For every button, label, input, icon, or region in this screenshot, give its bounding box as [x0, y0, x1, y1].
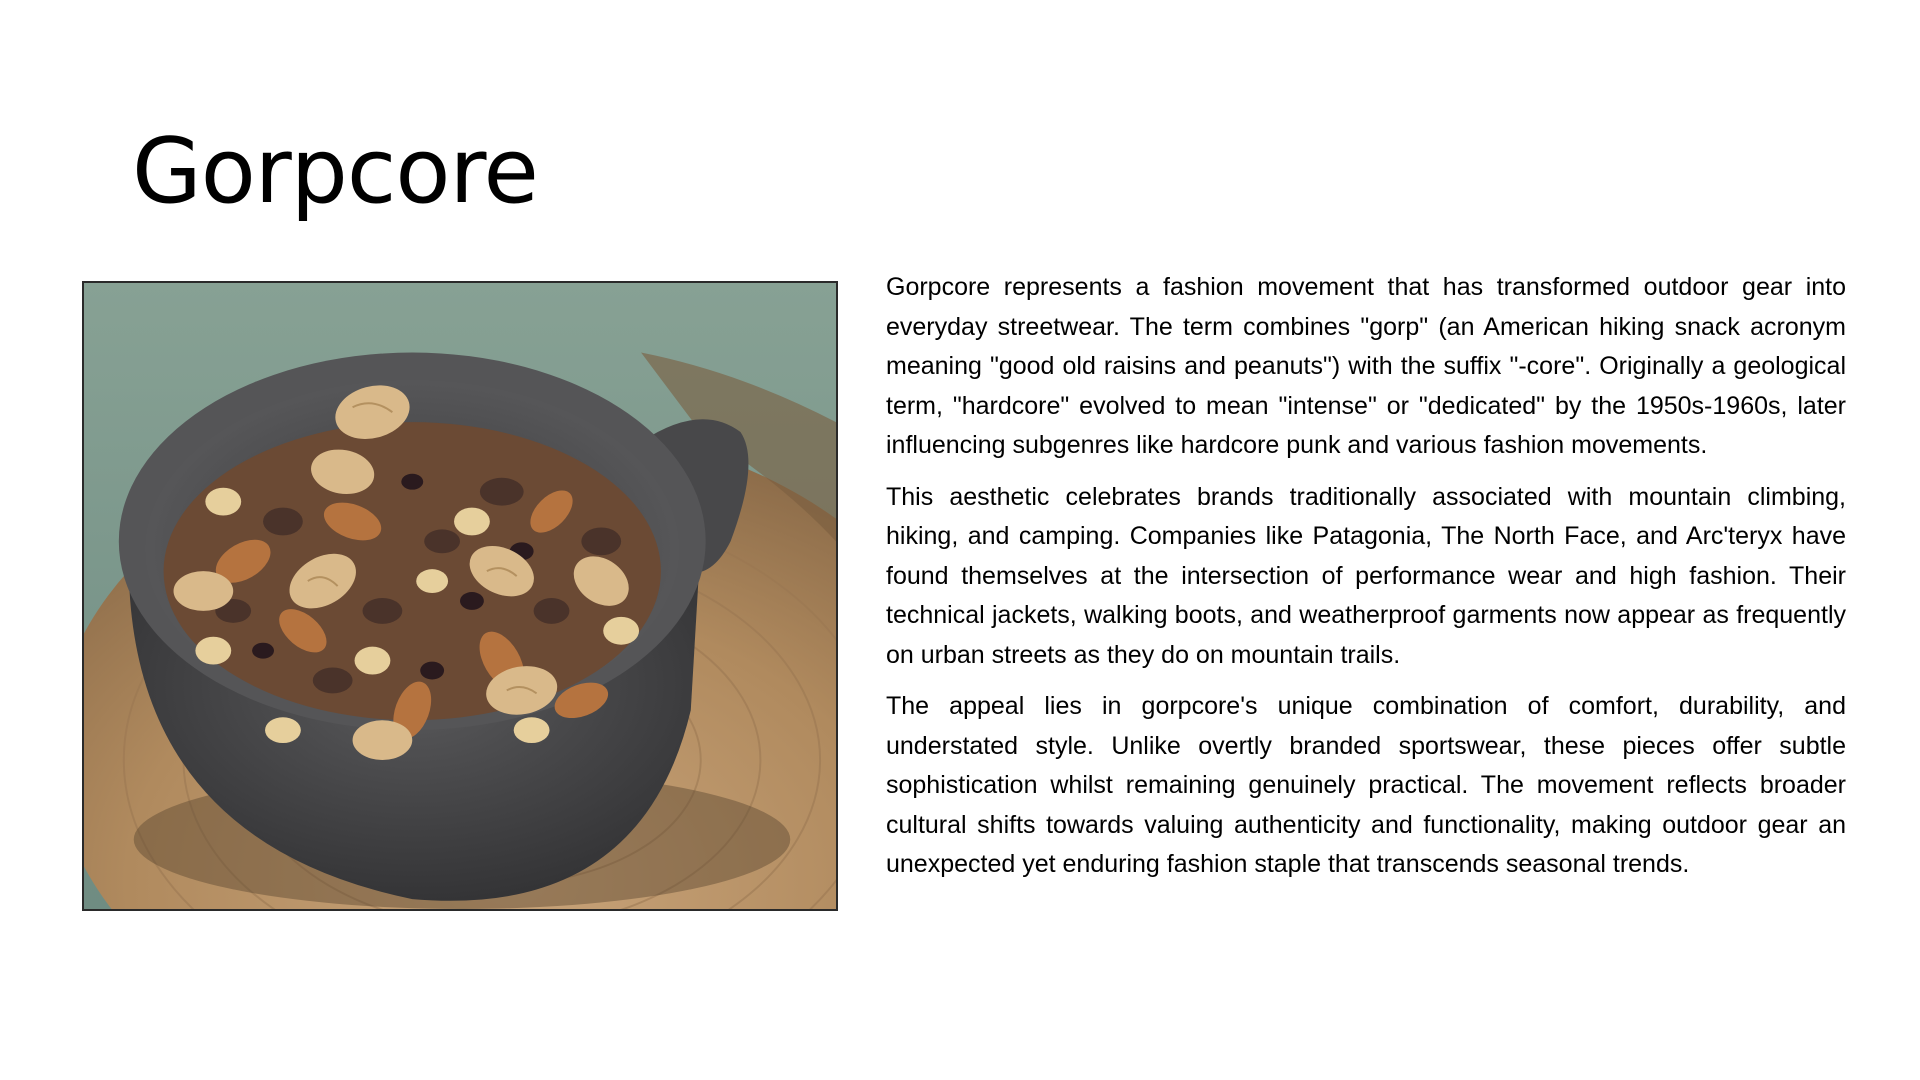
paragraph-brands: This aesthetic celebrates brands traditionally associated with mountain climbing, hiking, and camping. Companies like Patagonia, The North Face, and Arc'teryx have found themselves at the intersection of performance wear and high fashion. Their technical jackets, walking boots, and weatherproof garments now appear as frequently on urban streets as they do on mountain trails. — [886, 482, 1846, 669]
slide-title: Gorpcore — [132, 119, 538, 224]
bowl-of-trail-mix-icon — [84, 283, 836, 909]
body-text — [886, 268, 1846, 897]
paragraph-intro: Gorpcore represents a fashion movement that has transformed outdoor gear into everyday streetwear. The term combines "gorp" (an American hiking snack acronym meaning "good old raisins and peanuts") with the suffix "-core". Originally a geological term, "hardcore" evolved to mean "intense" or "dedicated" by the 1950s-1960s, later influencing subgenres like hardcore punk and various fashion movements. — [886, 273, 1846, 459]
paragraph-appeal: The appeal lies in gorpcore's unique combination of comfort, durability, and understated style. Unlike overtly branded sportswear, these pieces offer subtle sophistication whilst remaining genuinely practical. The movement reflects broader cultural shifts towards valuing authenticity and functionality, making outdoor gear an unexpected yet enduring fashion staple that transcends seasonal trends. — [886, 692, 1846, 878]
trail-mix-photo — [82, 281, 838, 911]
